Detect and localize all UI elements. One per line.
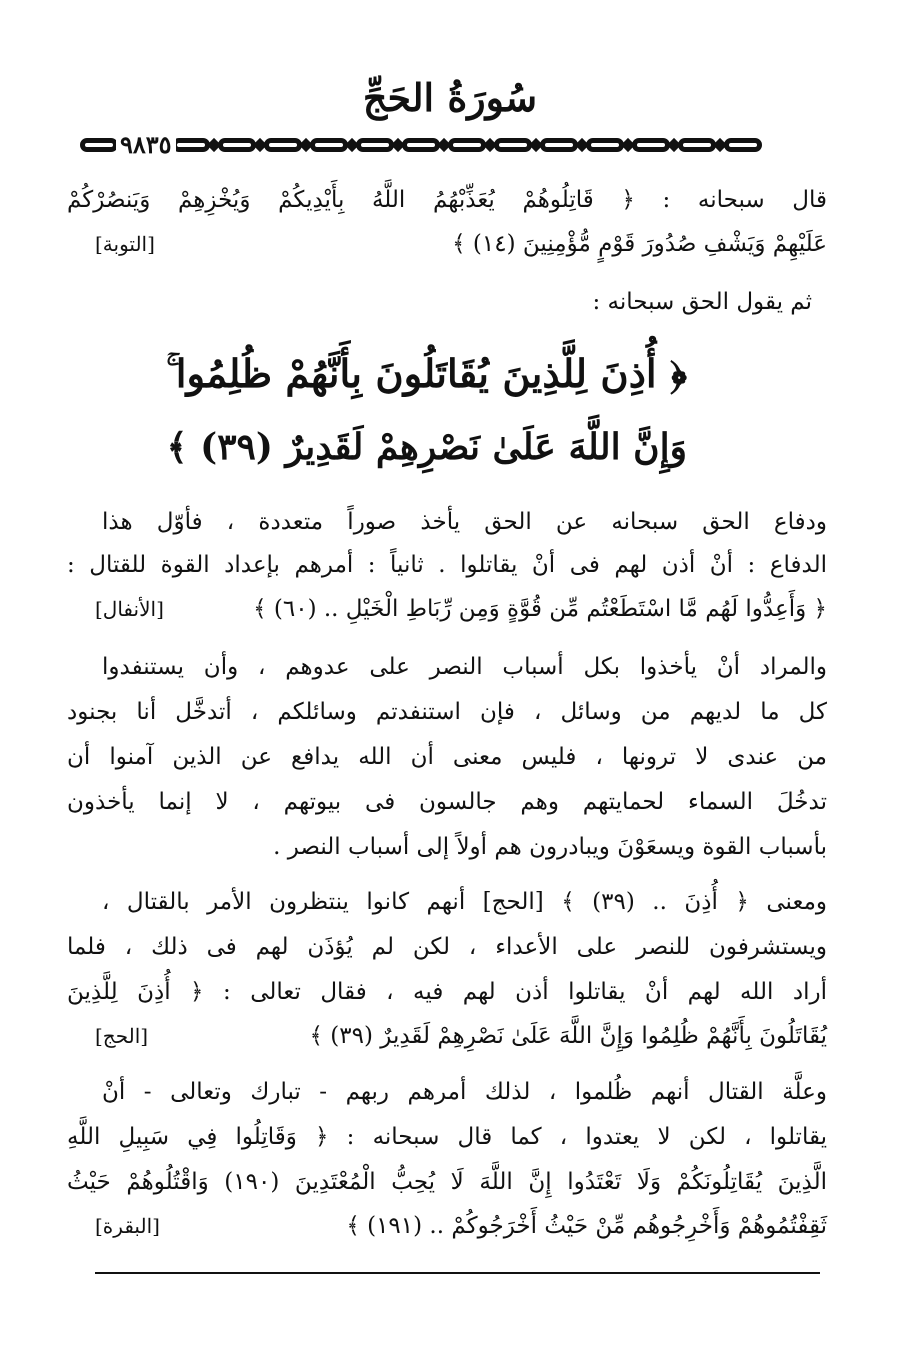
text-line: عَلَيْهِمْ وَيَشْفِ صُدُورَ قَوْمٍ مُّؤْمِنِينَ (١٤) ﴾ [452,231,827,257]
text-line: كل ما لديهم من وسائل ، فإن استنفدتم وسائلكم ، أتدخَّل أنا بجنود [67,699,827,725]
text-line: وعلَّة القتال أنهم ظُلموا ، لذلك أمرهم ربهم - تبارك وتعالى - أنْ [102,1079,827,1105]
source-citation: [البقرة] [95,1214,160,1238]
text-line: ثم يقول الحق سبحانه : [592,289,812,315]
source-citation: [التوبة] [95,232,155,256]
text-line: ومعنى ﴿ أُذِنَ .. (٣٩) ﴾ [الحج] أنهم كانوا ينتظرون الأمر بالقتال ، [102,889,827,915]
text-line: يُقَاتَلُونَ بِأَنَّهُمْ ظُلِمُوا وَإِنَّ اللَّهَ عَلَىٰ نَصْرِهِمْ لَقَدِيرٌ (٣٩) ﴾ [309,1023,827,1049]
text-line: الَّذِينَ يُقَاتِلُونَكُمْ وَلَا تَعْتَدُوا إِنَّ اللَّهَ لَا يُحِبُّ الْمُعْتَدِينَ (١٩٠) وَاقْتُلُوهُمْ حَيْثُ [67,1169,828,1195]
text-line: تدخُلَ السماء لحمايتهم وهم جالسون فى بيوتهم ، لا إنما يأخذون [67,789,827,815]
text-line: ويستشرفون للنصر على الأعداء ، لكن لم يُؤذَن لهم فى ذلك ، فلما [67,934,827,960]
text-line: ﴿ وَأَعِدُّوا لَهُم مَّا اسْتَطَعْتُم مِّن قُوَّةٍ وَمِن رِّبَاطِ الْخَيْلِ .. (٦٠) ﴾ [253,596,827,622]
source-citation: [الحج] [95,1024,149,1048]
text-line: من عندى لا ترونها ، فليس معنى أن الله يدافع عن الذين آمنوا أن [67,744,827,770]
text-line: ثَقِفْتُمُوهُمْ وَأَخْرِجُوهُم مِّنْ حَيْثُ أَخْرَجُوكُمْ .. (١٩١) ﴾ [346,1213,827,1239]
main-verse-line-1: ﴿ أُذِنَ لِلَّذِينَ يُقَاتَلُونَ بِأَنَّهُمْ ظُلِمُوا ۚ [166,352,687,397]
text-line: بأسباب القوة ويسعَوْنَ ويبادرون هم أولاً إلى أسباب النصر . [273,834,827,860]
decorative-chain-border [80,129,840,161]
text-line: ودفاع الحق سبحانه عن الحق يأخذ صوراً متعددة ، فأوّل هذا [102,509,827,535]
text-line: قال سبحانه : ﴿ قَاتِلُوهُمْ يُعَذِّبْهُمُ اللَّهُ بِأَيْدِيكُمْ وَيُخْزِهِمْ وَيَنصُرْكُمْ [67,187,827,213]
surah-title: سُورَةُ الحَجِّ [362,75,538,120]
footer-rule [95,1272,820,1274]
text-line: أراد الله لهم أنْ يقاتلوا أذن لهم فيه ، فقال تعالى : ﴿ أُذِنَ لِلَّذِينَ [67,979,827,1005]
page-number: ٩٨٣٥ [116,128,176,162]
source-citation: [الأنفال] [95,597,164,621]
text-line: والمراد أنْ يأخذوا بكل أسباب النصر على عدوهم ، وأن يستنفدوا [102,654,827,680]
text-line: يقاتلوا ، لكن لا يعتدوا ، كما قال سبحانه : ﴿ وَقَاتِلُوا فِي سَبِيلِ اللَّهِ [67,1124,827,1150]
text-line: الدفاع : أنْ أذن لهم فى أنْ يقاتلوا . ثانياً : أمرهم بإعداد القوة للقتال : [67,552,827,578]
main-verse-line-2: وَإِنَّ اللَّهَ عَلَىٰ نَصْرِهِمْ لَقَدِيرٌ (٣٩) ﴾ [166,426,687,468]
